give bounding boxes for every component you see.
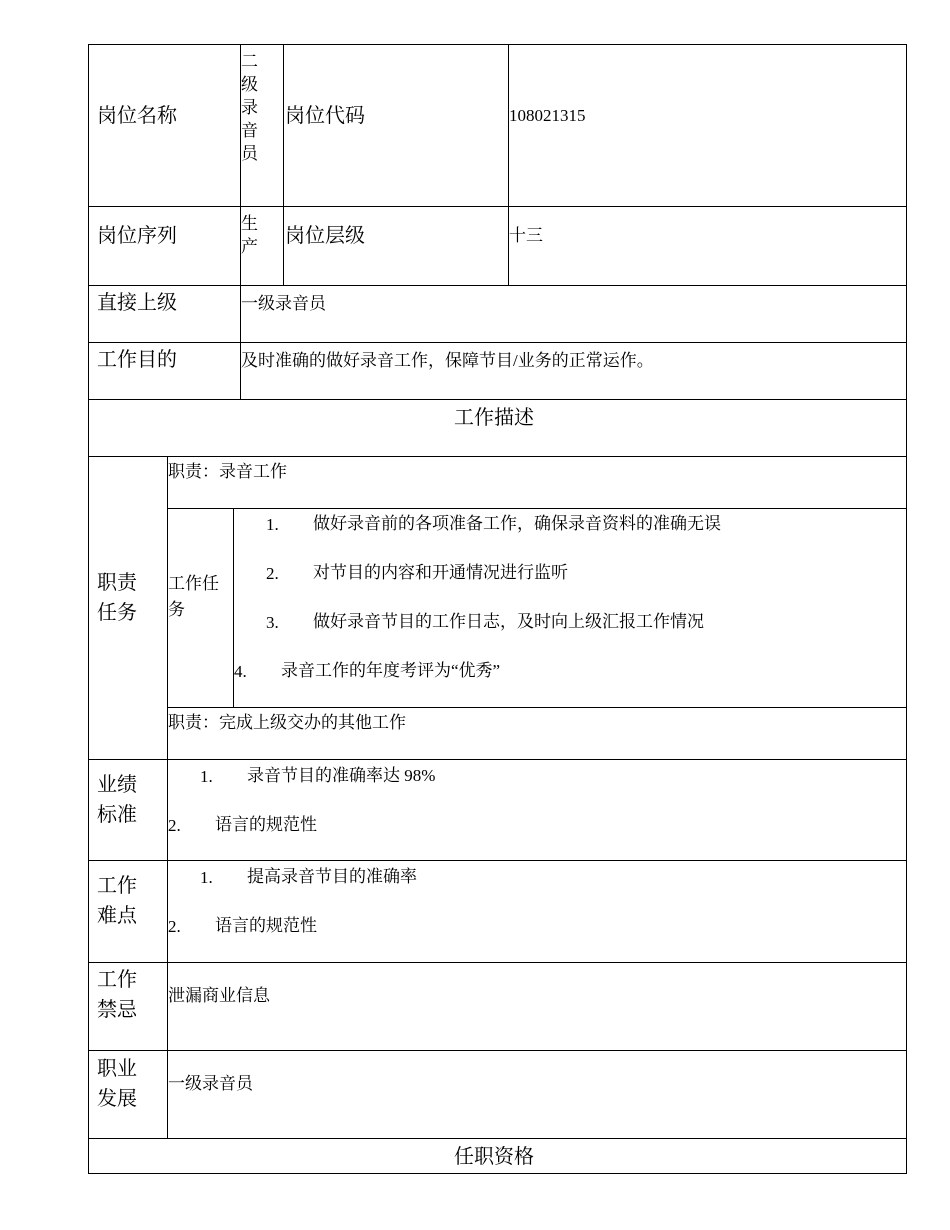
- level-value: 十三: [509, 226, 543, 245]
- duty-1: 职责：录音工作: [168, 462, 287, 481]
- difficulty-2-num: 2.: [168, 917, 181, 936]
- task-1-text: 做好录音前的各项准备工作，确保录音资料的准确无误: [313, 514, 721, 533]
- row-divider: [88, 456, 907, 457]
- supervisor-value: 一级录音员: [241, 294, 326, 313]
- duty-2: 职责：完成上级交办的其他工作: [168, 713, 406, 732]
- row-divider: [88, 285, 907, 286]
- description-title: 工作描述: [454, 407, 534, 429]
- row-divider: [88, 860, 907, 861]
- task-3-num: 3.: [266, 613, 279, 632]
- qualification-title: 任职资格: [454, 1146, 534, 1168]
- col-divider: [283, 44, 284, 285]
- row-divider: [88, 206, 907, 207]
- row-divider: [88, 1050, 907, 1051]
- row-divider: [88, 962, 907, 963]
- task-2-text: 对节目的内容和开通情况进行监听: [313, 563, 568, 582]
- taboo-label: 工作禁忌: [97, 969, 137, 1021]
- position-code-value: 108021315: [509, 106, 586, 125]
- col-divider: [167, 456, 168, 1138]
- task-4-num: 4.: [234, 662, 247, 681]
- task-4-text: 录音工作的年度考评为“优秀”: [281, 661, 501, 680]
- performance-2-num: 2.: [168, 816, 181, 835]
- duties-label: 职责任务: [97, 572, 137, 624]
- purpose-label: 工作目的: [97, 349, 177, 371]
- task-label: 工作任务: [168, 574, 219, 619]
- supervisor-label: 直接上级: [97, 292, 177, 314]
- career-value: 一级录音员: [168, 1074, 253, 1093]
- career-label: 职业发展: [97, 1058, 137, 1110]
- difficulty-1-text: 提高录音节目的准确率: [247, 867, 417, 886]
- row-divider: [88, 399, 907, 400]
- performance-label: 业绩标准: [97, 774, 137, 826]
- position-name-value: 二级录音员: [241, 52, 258, 163]
- taboo-value: 泄漏商业信息: [168, 986, 270, 1005]
- difficulty-2-text: 语言的规范性: [215, 916, 317, 935]
- row-divider: [167, 508, 907, 509]
- row-divider: [167, 707, 907, 708]
- sequence-label: 岗位序列: [97, 225, 177, 247]
- position-code-label: 岗位代码: [285, 105, 365, 127]
- purpose-value: 及时准确的做好录音工作，保障节目/业务的正常运作。: [241, 351, 654, 370]
- performance-2-text: 语言的规范性: [215, 815, 317, 834]
- task-3-text: 做好录音节目的工作日志，及时向上级汇报工作情况: [313, 612, 704, 631]
- sequence-value: 生产: [241, 214, 258, 256]
- position-name-label: 岗位名称: [97, 105, 177, 127]
- task-1-num: 1.: [266, 515, 279, 534]
- row-divider: [88, 1138, 907, 1139]
- difficulty-label: 工作难点: [97, 875, 137, 927]
- row-divider: [88, 342, 907, 343]
- performance-1-text: 录音节目的准确率达 98%: [247, 766, 436, 785]
- difficulty-1-num: 1.: [200, 868, 213, 887]
- col-divider: [508, 44, 509, 285]
- level-label: 岗位层级: [285, 225, 365, 247]
- row-divider: [88, 759, 907, 760]
- performance-1-num: 1.: [200, 767, 213, 786]
- task-2-num: 2.: [266, 564, 279, 583]
